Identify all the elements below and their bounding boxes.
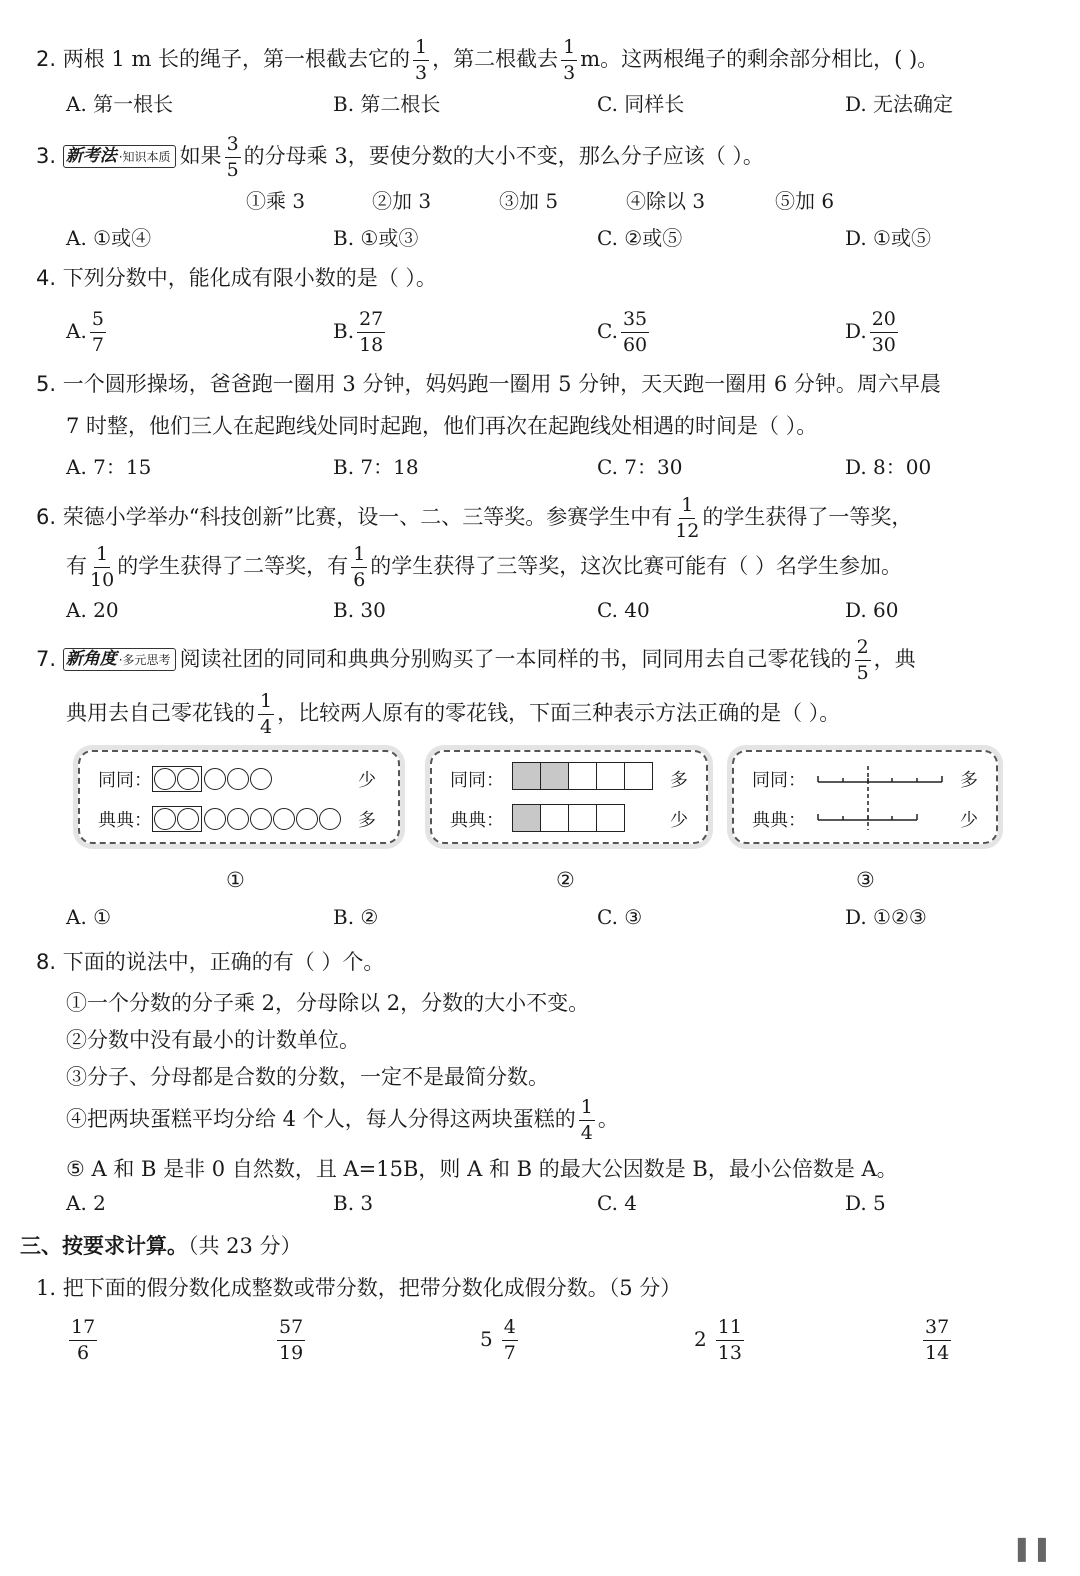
panel-result: 少 bbox=[670, 810, 688, 831]
question-text: 如果 bbox=[179, 144, 222, 168]
question-text: 的分母乘 3，要使分数的大小不变，那么分子应该（ ）。 bbox=[243, 144, 764, 168]
question-text: 两根 1 m 长的绳子，第一根截去它的 bbox=[62, 47, 411, 71]
circle-row-tongtong bbox=[152, 766, 273, 792]
fraction: $\frac{1}{3}$ bbox=[563, 36, 576, 84]
option-c[interactable]: C. 40 bbox=[597, 598, 650, 622]
choice-2: ②加 3 bbox=[372, 189, 432, 213]
question-2 bbox=[36, 38, 938, 83]
question-number: 5. bbox=[36, 372, 57, 396]
new-angle-tag: 新角度 ·多元思考 bbox=[63, 648, 176, 671]
panel-result: 多 bbox=[358, 810, 376, 831]
section-title: 三、按要求计算。 bbox=[20, 1234, 188, 1258]
question-number: 8. bbox=[36, 950, 57, 974]
fraction: $\frac{3}{5}$ bbox=[226, 133, 239, 181]
option-d[interactable]: D. ①或⑤ bbox=[845, 226, 931, 250]
panel-label: 典典： bbox=[450, 810, 504, 831]
question-number: 6. bbox=[36, 505, 57, 529]
fraction: $\frac{1}{10}$ bbox=[90, 543, 115, 591]
panel-mark-1: ① bbox=[226, 868, 245, 892]
section-heading bbox=[20, 1230, 302, 1260]
option-b[interactable]: B. $\frac{27}{18}$ bbox=[333, 308, 384, 356]
panel-label: 典典： bbox=[98, 810, 152, 831]
question-7 bbox=[36, 636, 916, 683]
statement-4: ④把两块蛋糕平均分给 4 个人，每人分得这两块蛋糕的 $\frac{1}{4}$ 。 bbox=[66, 1096, 619, 1144]
question-text: 一个圆形操场，爸爸跑一圈用 3 分钟，妈妈跑一圈用 5 分钟，天天跑一圈用 6 分钟。周六早晨 bbox=[62, 372, 941, 396]
option-a[interactable]: A. ①或④ bbox=[66, 226, 152, 250]
option-a[interactable]: A. 第一根长 bbox=[66, 92, 174, 116]
option-b[interactable]: B. 第二根长 bbox=[333, 92, 441, 116]
option-d[interactable]: D. 60 bbox=[845, 598, 899, 622]
option-d[interactable]: D. 5 bbox=[845, 1191, 886, 1215]
question-6-line2: 有 $\frac{1}{10}$ 的学生获得了二等奖，有 $\frac{1}{6}$ 的学生获得了三等奖，这次比赛可能有（ ）名学生参加。 bbox=[66, 543, 902, 591]
calc-item-4[interactable]: 2 $\frac{11}{13}$ bbox=[694, 1316, 742, 1364]
fraction: $\frac{2}{5}$ bbox=[856, 636, 869, 684]
question-5 bbox=[36, 368, 941, 398]
fraction: $\frac{1}{4}$ bbox=[580, 1096, 593, 1144]
question-text: 7 时整，他们三人在起跑线处同时起跑，他们再次在起跑线处相遇的时间是（ ）。 bbox=[66, 414, 818, 438]
question-text: m。这两根绳子的剩余部分相比，( )。 bbox=[580, 47, 939, 71]
question-text: 下列分数中，能化成有限小数的是（ ）。 bbox=[62, 266, 437, 290]
option-d[interactable]: D. 8：00 bbox=[845, 455, 932, 479]
panel-result: 多 bbox=[670, 770, 688, 791]
option-c[interactable]: C. 4 bbox=[597, 1191, 638, 1215]
question-8 bbox=[36, 946, 384, 976]
fraction: $\frac{1}{3}$ bbox=[415, 36, 428, 84]
choice-3: ③加 5 bbox=[499, 189, 559, 213]
section-question-1: 1. 把下面的假分数化成整数或带分数，把带分数化成假分数。（5 分） bbox=[36, 1276, 682, 1300]
question-text: 荣德小学举办“科技创新”比赛，设一、二、三等奖。参赛学生中有 bbox=[62, 505, 673, 529]
option-b[interactable]: B. ①或③ bbox=[333, 226, 419, 250]
line-segment-diagram bbox=[734, 752, 996, 842]
calc-item-3[interactable]: 5 $\frac{4}{7}$ bbox=[480, 1316, 516, 1364]
panel-label: 同同： bbox=[752, 770, 806, 791]
panel-result: 少 bbox=[960, 810, 978, 831]
question-text: 下面的说法中，正确的有（ ）个。 bbox=[62, 950, 385, 974]
option-d[interactable]: D. $\frac{20}{30}$ bbox=[845, 308, 896, 356]
question-6 bbox=[36, 494, 912, 541]
fraction: $\frac{1}{12}$ bbox=[675, 494, 700, 542]
circle-row-diandian bbox=[152, 806, 342, 832]
question-4 bbox=[36, 262, 437, 292]
calc-item-2[interactable]: $\frac{57}{19}$ bbox=[279, 1316, 304, 1364]
option-c[interactable]: C. ②或⑤ bbox=[597, 226, 683, 250]
choice-5: ⑤加 6 bbox=[775, 189, 835, 213]
option-d[interactable]: D. ①②③ bbox=[845, 905, 927, 929]
statement-1: ①一个分数的分子乘 2，分母除以 2，分数的大小不变。 bbox=[66, 991, 590, 1015]
option-a[interactable]: A. 20 bbox=[66, 598, 119, 622]
question-number: 2. bbox=[36, 47, 57, 71]
question-text: 的学生获得了一等奖， bbox=[702, 505, 913, 529]
panel-mark-2: ② bbox=[556, 868, 575, 892]
panel-label: 同同： bbox=[450, 770, 504, 791]
statement-3: ③分子、分母都是合数的分数，一定不是最简分数。 bbox=[66, 1065, 549, 1089]
option-c[interactable]: C. 7：30 bbox=[597, 455, 683, 479]
question-number: 3. bbox=[36, 144, 57, 168]
question-number: 4. bbox=[36, 266, 57, 290]
option-b[interactable]: B. ② bbox=[333, 905, 379, 929]
pause-icon[interactable]: ❚❚ bbox=[1011, 1534, 1052, 1562]
question-7-line2: 典用去自己零花钱的 $\frac{1}{4}$ ，比较两人原有的零花钱，下面三种表示方法正确的是（ ）。 bbox=[66, 690, 841, 738]
calc-item-1[interactable]: $\frac{17}{6}$ bbox=[71, 1316, 96, 1364]
statement-5: ⑤ A 和 B 是非 0 自然数，且 A=15B，则 A 和 B 的最大公因数是 B，最小公倍数是 A。 bbox=[66, 1157, 898, 1181]
fraction: $\frac{1}{6}$ bbox=[353, 543, 366, 591]
bar-diandian bbox=[512, 804, 625, 832]
panel-mark-3: ③ bbox=[856, 868, 875, 892]
panel-label: 同同： bbox=[98, 770, 152, 791]
diagram-panel-3 bbox=[732, 750, 998, 844]
section-score: （共 23 分） bbox=[188, 1234, 302, 1258]
diagram-panel-1 bbox=[78, 750, 400, 844]
option-c[interactable]: C. 同样长 bbox=[597, 92, 685, 116]
question-text: ，第二根截去 bbox=[432, 47, 559, 71]
question-text: ，典 bbox=[873, 647, 916, 671]
statement-2: ②分数中没有最小的计数单位。 bbox=[66, 1028, 360, 1052]
question-text: 阅读社团的同同和典典分别购买了一本同样的书，同同用去自己零花钱的 bbox=[179, 647, 852, 671]
option-d[interactable]: D. 无法确定 bbox=[845, 92, 954, 116]
question-3 bbox=[36, 133, 764, 180]
choice-4: ④除以 3 bbox=[626, 189, 706, 213]
calc-item-5[interactable]: $\frac{37}{14}$ bbox=[925, 1316, 950, 1364]
option-a[interactable]: A. 7：15 bbox=[66, 455, 152, 479]
option-b[interactable]: B. 30 bbox=[333, 598, 386, 622]
option-c[interactable]: C. $\frac{35}{60}$ bbox=[597, 308, 648, 356]
option-b[interactable]: B. 3 bbox=[333, 1191, 374, 1215]
option-a[interactable]: A. 2 bbox=[66, 1191, 106, 1215]
diagram-panel-2 bbox=[430, 750, 708, 844]
panel-label: 典典： bbox=[752, 810, 806, 831]
new-method-tag: 新考法 ·知识本质 bbox=[63, 145, 176, 168]
option-a[interactable]: A. $\frac{5}{7}$ bbox=[66, 308, 104, 356]
question-number: 7. bbox=[36, 647, 57, 671]
option-c[interactable]: C. ③ bbox=[597, 905, 643, 929]
option-a[interactable]: A. ① bbox=[66, 905, 112, 929]
panel-result: 少 bbox=[358, 770, 376, 791]
option-b[interactable]: B. 7：18 bbox=[333, 455, 419, 479]
bar-tongtong bbox=[512, 762, 653, 790]
choice-1: ①乘 3 bbox=[246, 189, 306, 213]
fraction: $\frac{1}{4}$ bbox=[260, 690, 273, 738]
panel-result: 多 bbox=[960, 770, 978, 791]
